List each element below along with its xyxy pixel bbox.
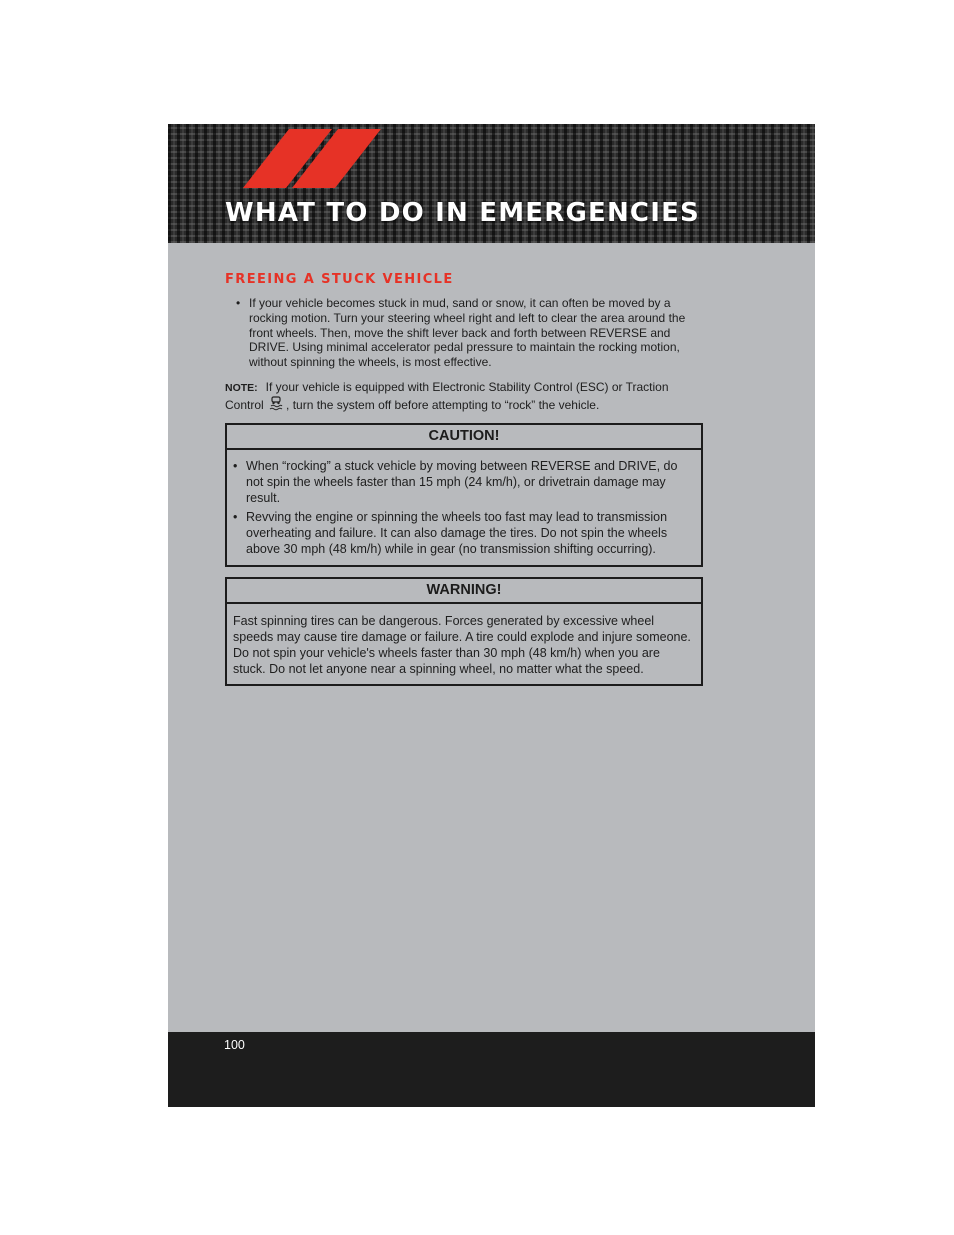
page-footer (168, 1032, 815, 1107)
note-paragraph (225, 380, 695, 413)
subheading: FREEING A STUCK VEHICLE (225, 272, 454, 287)
caution-item: • Revving the engine or spinning the wheels too fast may lead to transmission overheating and failure. It can also damage the tires. Do not spin the wheels above 30 mph (48 km/h) while in gear (no transmission shifting occurring). (233, 509, 693, 557)
section-header-banner (168, 124, 815, 243)
warning-body: Fast spinning tires can be dangerous. Forces generated by excessive wheel speeds may cause tire damage or failure. A tire could explode and injure someone. Do not spin your vehicle's wheels faster than 30 mph (48 km/h) when you are stuck. Do not let anyone near a spinning wheel, no matter what the speed. (233, 614, 691, 676)
warning-title: WARNING! (227, 579, 701, 604)
traction-control-icon (269, 396, 283, 412)
note-label: NOTE: (225, 382, 258, 394)
manual-page (168, 124, 815, 1107)
section-title: WHAT TO DO IN EMERGENCIES (225, 198, 700, 228)
page-number: 100 (224, 1038, 245, 1052)
brand-stripes-icon (168, 124, 398, 194)
caution-list (233, 458, 693, 557)
caution-body (227, 450, 701, 565)
instruction-list (236, 296, 700, 370)
caution-title: CAUTION! (227, 425, 701, 450)
warning-box (225, 577, 703, 686)
note-text-after-icon: , turn the system off before attempting to “rock” the vehicle. (286, 398, 600, 412)
caution-box (225, 423, 703, 567)
caution-item: • When “rocking” a stuck vehicle by moving between REVERSE and DRIVE, do not spin the wheels faster than 15 mph (24 km/h), or drivetrain damage may result. (233, 458, 693, 506)
note-text-before-icon: If your vehicle is equipped with Electronic Stability Control (ESC) or Traction Control (225, 380, 669, 412)
instruction-item: • If your vehicle becomes stuck in mud, sand or snow, it can often be moved by a rocking motion. Turn your steering wheel right and left to clear the area around the front wheels. Then, move the shift lever back and forth between REVERSE and DRIVE. Using minimal accelerator pedal pressure to maintain the rocking motion, without spinning the wheels, is most effective. (236, 296, 700, 370)
